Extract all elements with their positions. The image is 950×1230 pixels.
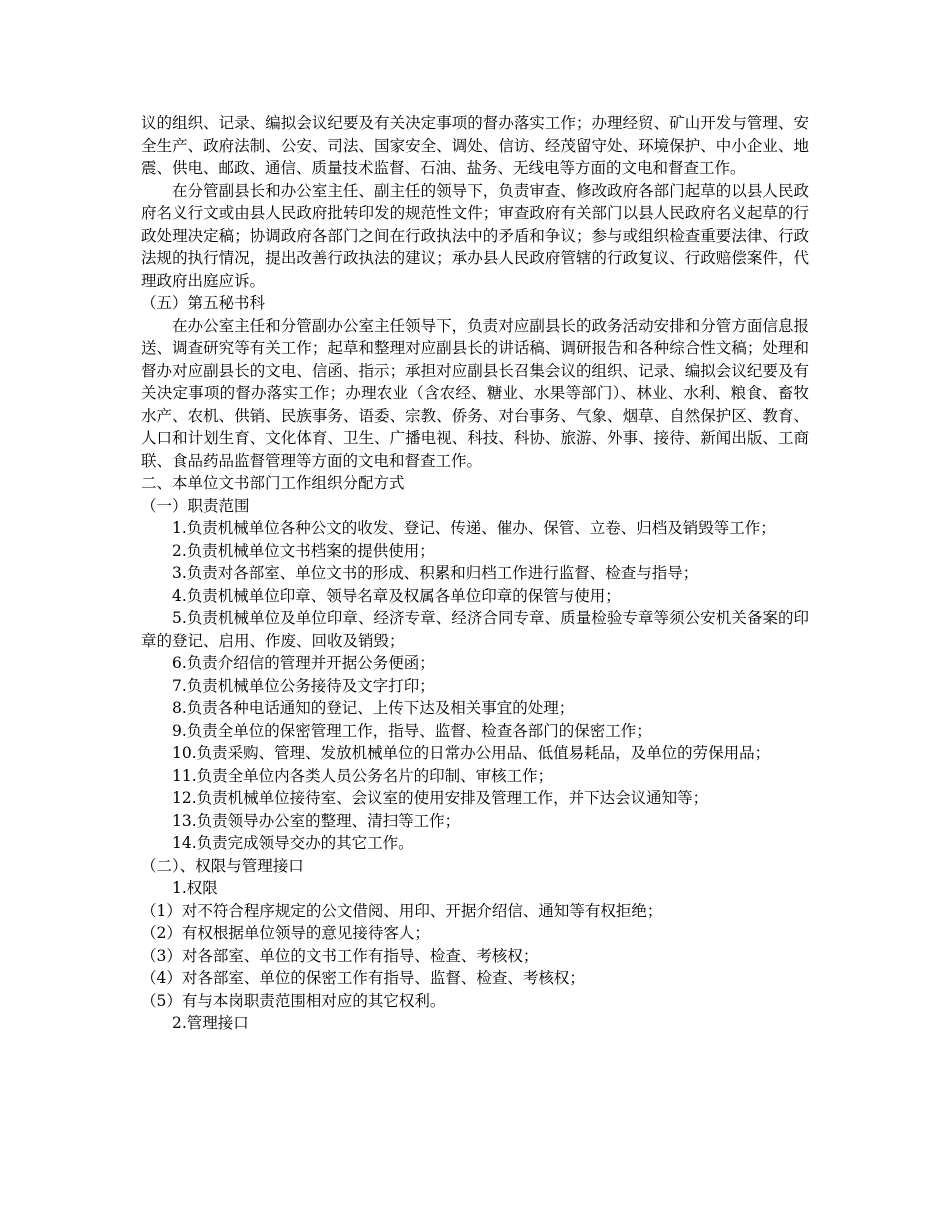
paragraph-fifth-secretariat-duties: 在办公室主任和分管副办公室主任领导下，负责对应副县长的政务活动安排和分管方面信息报送、调查研究等有关工作；起草和整理对应副县长的讲话稿、调研报告和各种综合性文稿；处理和督办对应副县长的文电、信函、指示；承担对应副县长召集会议的组织、记录、编拟会议纪要及有关决定事项的督办落实工作；办理农业（含农经、糖业、水果等部门）、林业、水利、粮食、畜牧水产、农机、供销、民族事务、语委、宗教、侨务、对台事务、气象、烟草、自然保护区、教育、人口和计划生育、文化体育、卫生、广播电视、科技、科协、旅游、外事、接待、新闻出版、工商联、食品药品监督管理等方面的文电和督查工作。	[141, 316, 809, 470]
list-item-authority-4: （4）对各部室、单位的保密工作有指导、监督、检查、考核权；	[141, 969, 585, 987]
list-item-duty-1: 1.负责机械单位各种公文的收发、登记、传递、催办、保管、立卷、归档及销毁等工作；	[172, 519, 776, 537]
list-item-duty-3: 3.负责对各部室、单位文书的形成、积累和归档工作进行监督、检查与指导；	[172, 564, 699, 582]
document-page	[141, 112, 809, 1035]
list-item-authority-1: （1）对不符合程序规定的公文借阅、用印、开据介绍信、通知等有权拒绝；	[141, 901, 663, 920]
list-item-duty-2: 2.负责机械单位文书档案的提供使用；	[172, 541, 435, 560]
list-item-duty-5: 5.负责机械单位及单位印章、经济专章、经济合同专章、质量检验专章等须公安机关备案的印章的登记、启用、作废、回收及销毁；	[141, 609, 809, 650]
list-item-authority-2: （2）有权根据单位领导的意见接待客人；	[141, 924, 430, 942]
paragraph-continued: 议的组织、记录、编拟会议纪要及有关决定事项的督办落实工作；办理经贸、矿山开发与管理、安全生产、政府法制、公安、司法、国家安全、调处、信访、经茂留守处、环境保护、中小企业、地震、供电、邮政、通信、质量技术监督、石油、盐务、无线电等方面的文电和督查工作。	[141, 114, 809, 177]
list-item-duty-12: 12.负责机械单位接待室、会议室的使用安排及管理工作，并下达会议通知等；	[172, 789, 709, 807]
list-item-duty-9: 9.负责全单位的保密管理工作，指导、监督、检查各部门的保密工作；	[172, 721, 652, 740]
list-item-duty-10: 10.负责采购、管理、发放机械单位的日常办公用品、低值易耗品，及单位的劳保用品；	[172, 744, 771, 762]
list-item-duty-13: 13.负责领导办公室的整理、清扫等工作；	[172, 811, 461, 830]
list-item-duty-4: 4.负责机械单位印章、领导名章及权属各单位印章的保管与使用；	[172, 586, 621, 605]
list-item-duty-11: 11.负责全单位内各类人员公务名片的印制、审核工作；	[172, 766, 554, 785]
item-heading-authority: 1.权限	[172, 879, 218, 897]
item-heading-interface: 2.管理接口	[172, 1014, 249, 1032]
paragraph-legal-duties: 在分管副县长和办公室主任、副主任的领导下，负责审查、修改政府各部门起草的以县人民政府名义行文或由县人民政府批转印发的规范性文件；审查政府有关部门以县人民政府名义起草的行政处理决定稿；协调政府各部门之间在行政执法中的矛盾和争议；参与或组织检查重要法律、行政法规的执行情况，提出改善行政执法的建议；承办县人民政府管辖的行政复议、行政赔偿案件，代理政府出庭应诉。	[141, 181, 809, 290]
list-item-duty-8: 8.负责各种电话通知的登记、上传下达及相关事宜的处理；	[172, 699, 575, 717]
section-heading-two: 二、本单位文书部门工作组织分配方式	[141, 474, 405, 492]
list-item-duty-7: 7.负责机械单位公务接待及文字打印；	[172, 676, 435, 695]
list-item-duty-6: 6.负责介绍信的管理并开据公务便函；	[172, 654, 435, 672]
section-heading-fifth-secretariat: （五）第五秘书科	[141, 294, 266, 312]
list-item-authority-5: （5）有与本岗职责范围相对应的其它权利。	[141, 991, 446, 1010]
subsection-heading-authority: （二）、权限与管理接口	[141, 856, 304, 875]
subsection-heading-scope: （一）职责范围	[141, 496, 250, 515]
list-item-authority-3: （3）对各部室、单位的文书工作有指导、检查、考核权；	[141, 946, 539, 965]
list-item-duty-14: 14.负责完成领导交办的其它工作。	[172, 834, 414, 852]
